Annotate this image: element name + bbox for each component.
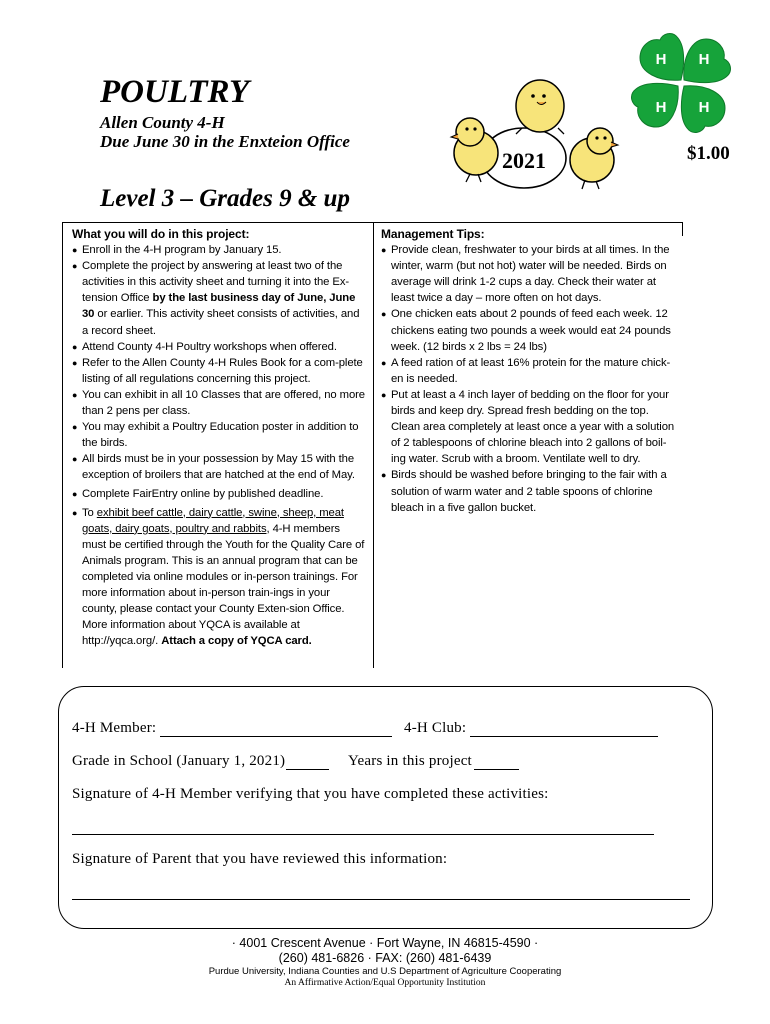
page-title: POULTRY <box>100 74 250 110</box>
activities-list <box>72 242 367 649</box>
parent-signature-field[interactable] <box>72 899 690 900</box>
list-item: ● Put at least a 4 inch layer of bedding on the floor for your birds and keep dry. Spread fresh bedding on the top. Clean area completely at least once a year with a solution of 2 tablespoons of chlorine bleach into 2 gallons of boil-ing water. Scrub with a broom. Ventilate well to dry. <box>381 387 678 467</box>
footer-phone: (260) 481-6826 · FAX: (260) 481-6439 <box>278 951 492 965</box>
activities-column <box>72 226 367 649</box>
club-label: 4-H Club: <box>404 720 467 736</box>
grade-label: Grade in School (January 1, 2021) <box>72 753 286 769</box>
grade-field[interactable] <box>286 769 329 770</box>
due-date: Due June 30 in the Enxteion Office <box>100 132 350 151</box>
logo-letter-h: H <box>655 51 667 68</box>
item-text: Complete the project by answering at least two of the activities in this activity sheet and turning it into the Ex-tension Office <box>82 260 350 305</box>
years-label: Years in this project <box>348 753 472 769</box>
level-heading: Level 3 – Grades 9 & up <box>100 185 350 212</box>
list-item: ● Enroll in the 4-H program by January 15. <box>72 242 367 258</box>
list-item <box>72 258 367 338</box>
four-h-clover-logo <box>628 30 734 136</box>
logo-letter-h: H <box>698 99 710 116</box>
deadline-text: by the last business day of June, June 30 <box>82 292 356 321</box>
list-item: ● You may exhibit a Poultry Education poster in addition to the birds. <box>72 419 367 451</box>
tips-list <box>381 242 678 516</box>
logo-letter-h: H <box>698 51 710 68</box>
left-column-rule <box>62 222 63 668</box>
list-item: ● You can exhibit in all 10 Classes that are offered, no more than 2 pens per class. <box>72 387 367 419</box>
member-signature-field[interactable] <box>72 834 654 835</box>
activities-heading: What you will do in this project: <box>72 227 250 241</box>
logo-letter-h: H <box>655 99 667 116</box>
parent-signature-label: Signature of Parent that you have reviewed this information: <box>72 851 448 867</box>
list-item: ● Provide clean, freshwater to your birds at all times. In the winter, warm (but not hot) water will be needed. Birds on average will drink 1-2 cups a day. Check their water at least twice a day – more often on hot days. <box>381 242 678 306</box>
list-item: ● Refer to the Allen County 4-H Rules Book for a com-plete listing of all regulations concerning this project. <box>72 355 367 387</box>
management-tips-heading: Management Tips: <box>381 227 485 241</box>
footer-equal-opportunity: An Affirmative Action/Equal Opportunity Institution <box>284 978 486 988</box>
member-name-label: 4-H Member: <box>72 720 157 736</box>
list-item: ● Attend County 4-H Poultry workshops when offered. <box>72 339 367 355</box>
list-item <box>72 505 367 650</box>
list-item: ● A feed ration of at least 16% protein for the mature chick-en is needed. <box>381 355 678 387</box>
yqca-instruction: Attach a copy of YQCA card. <box>161 635 312 648</box>
member-name-field[interactable] <box>160 736 392 737</box>
list-item: ● All birds must be in your possession by May 15 with the exception of broilers that are hatched at the end of May. <box>72 451 367 483</box>
price: $1.00 <box>687 143 730 164</box>
species-list: exhibit beef cattle, dairy cattle, swine, sheep, meat goats, dairy goats, poultry and rabbits <box>82 506 344 535</box>
year-label: 2021 <box>502 148 546 173</box>
club-name-field[interactable] <box>470 736 658 737</box>
member-signature-label: Signature of 4-H Member verifying that you have completed these activities: <box>72 786 549 802</box>
list-item: ● One chicken eats about 2 pounds of feed each week. 12 chickens eating two pounds a week would eat 24 pounds week. (12 birds x 2 lbs = 24 lbs) <box>381 306 678 354</box>
years-field[interactable] <box>474 769 519 770</box>
column-divider <box>373 222 374 668</box>
item-text: or earlier. This activity sheet consists of activities, and a record sheet. <box>82 308 360 337</box>
item-text: , 4-H members must be certified through the Youth for the Quality Care of Animals program. This is an annual program that can be completed via online modules or in-person trainings. For more information about in-person train-ings in your county, please contact your County Exten-sion Office. More information about YQCA is available at http://yqca.org/. <box>82 522 365 648</box>
management-tips-column <box>381 226 678 516</box>
footer-address: · 4001 Crescent Avenue · Fort Wayne, IN 46815-4590 · <box>231 936 539 950</box>
county-name: Allen County 4-H <box>100 113 225 132</box>
footer-cooperating: Purdue University, Indiana Counties and U.S Department of Agriculture Cooperating <box>208 966 562 977</box>
list-item: ● Birds should be washed before bringing to the fair with a solution of warm water and 2 table spoons of chlorine bleach in a five gallon bucket. <box>381 467 678 515</box>
item-text: To <box>82 506 94 519</box>
list-item: ● Complete FairEntry online by published deadline. <box>72 486 367 502</box>
chicks-illustration <box>440 70 630 200</box>
right-column-rule <box>682 222 683 236</box>
